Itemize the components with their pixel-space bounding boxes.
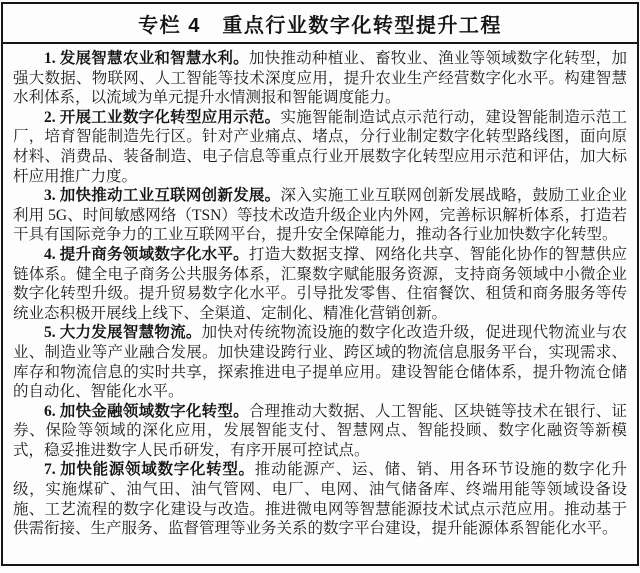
column-title: 专栏 4 重点行业数字化转型提升工程 <box>138 14 502 37</box>
paragraph-text: 推动能源产、运、储、销、用各环节设施的数字化升级，实施煤矿、油气田、油气管网、电厂、电网、油气储备库、终端用能等领域设备设施、工艺流程的数字化建设与改造。推进微电网等智慧能源技术试点示范应用。推动基于供需衔接、生产服务、监督管理等业务关系的数字平台建设，提升能源体系智能化水平。 <box>13 461 627 538</box>
body-paragraph <box>13 460 627 538</box>
body-paragraph <box>13 108 627 186</box>
paragraph-lead-sentence: 2. 开展工业数字化转型应用示范。 <box>44 108 281 126</box>
paragraph-text: 加快对传统物流设施的数字化改造升级，促进现代物流业与农业、制造业等产业融合发展。加快建设跨行业、跨区域的物流信息服务平台，实现需求、库存和物流信息的实时共享，探索推进电子提单应用。建设智能仓储体系，提升物流仓储的自动化、智能化水平。 <box>13 324 627 401</box>
body-paragraph <box>13 245 627 323</box>
paragraph-text: 加快推动种植业、畜牧业、渔业等领域数字化转型，加强大数据、物联网、人工智能等技术深度应用，提升农业生产经营数字化水平。构建智慧水利体系，以流域为单元提升水情测报和智能调度能力。 <box>13 50 627 107</box>
body-paragraph <box>13 49 627 108</box>
paragraph-lead-sentence: 3. 加快推动工业互联网创新发展。 <box>44 187 281 205</box>
column-body-box <box>1 44 639 566</box>
body-paragraph <box>13 402 627 461</box>
paragraph-text: 实施智能制造试点示范行动，建设智能制造示范工厂，培育智能制造先行区。针对产业痛点、堵点，分行业制定数字化转型路线图，面向原材料、消费品、装备制造、电子信息等重点行业开展数字化转型应用示范和评估，加大标杆应用推广力度。 <box>13 108 627 185</box>
body-paragraph <box>13 323 627 401</box>
body-paragraph <box>13 186 627 245</box>
paragraph-lead-sentence: 1. 发展智慧农业和智慧水利。 <box>44 50 249 67</box>
column-title-box <box>1 2 639 44</box>
paragraph-text: 打造大数据支撑、网络化共享、智能化协作的智慧供应链体系。健全电子商务公共服务体系，汇聚数字赋能服务资源，支持商务领域中小微企业数字化转型升级。提升贸易数字化水平。引导批发零售、住宿餐饮、租赁和商务服务等传统业态积极开展线上线下、全渠道、定制化、精准化营销创新。 <box>13 245 627 322</box>
paragraph-text: 合理推动大数据、人工智能、区块链等技术在银行、证券、保险等领域的深化应用，发展智能支付、智慧网点、智能投顾、数字化融资等新模式，稳妥推进数字人民币研发，有序开展可控试点。 <box>13 402 627 459</box>
paragraph-lead-sentence: 4. 提升商务领域数字化水平。 <box>44 245 249 263</box>
paragraph-lead-sentence: 5. 大力发展智慧物流。 <box>44 324 202 342</box>
paragraph-text: 深入实施工业互联网创新发展战略，鼓励工业企业利用 5G、时间敏感网络（TSN）等技术改造升级企业内外网，完善标识解析体系，打造若干具有国际竞争力的工业互联网平台，提升安全保障能力，推动各行业加快数字化转型。 <box>13 187 627 244</box>
paragraph-lead-sentence: 6. 加快金融领域数字化转型。 <box>44 402 249 420</box>
paragraph-lead-sentence: 7. 加快能源领域数字化转型。 <box>44 461 255 479</box>
